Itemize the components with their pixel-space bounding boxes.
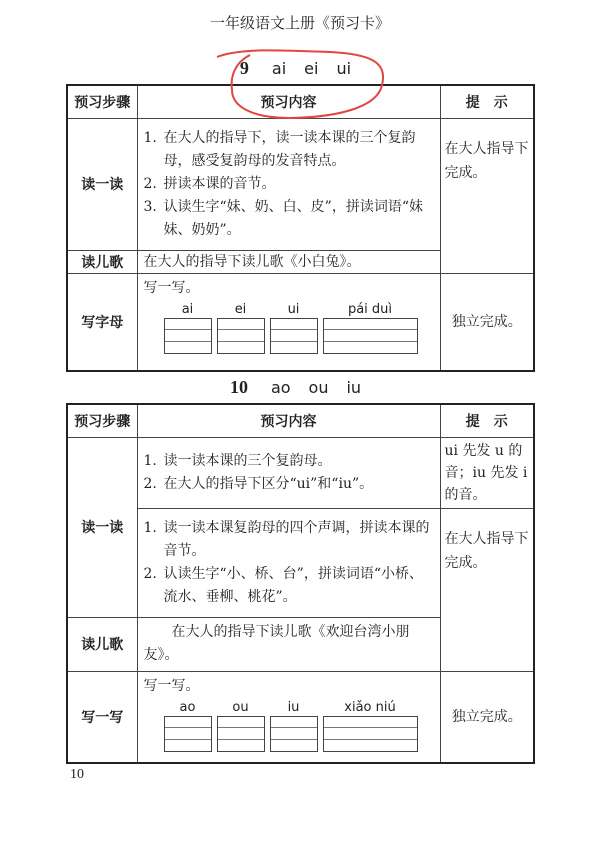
writing-grid[interactable] [164,318,212,354]
content-cell [137,118,440,250]
write-instruction: 写一写。 [143,677,200,694]
pinyin-label: ai [181,301,194,317]
item-text: 认读生字“妹、奶、白、皮”，拼读词语“妹妹、奶奶”。 [163,198,423,238]
writing-grid[interactable] [217,716,265,752]
lesson-number: 10 [229,377,248,397]
pinyin-label: ao [179,699,196,715]
content-cell [137,508,440,617]
content-cell [137,273,440,371]
writing-boxes [164,700,434,752]
pinyin-label: pái duì [347,301,393,317]
item-number: 2. [143,175,157,192]
item-number: 1. [143,452,157,469]
col-header: 提 示 [440,404,534,437]
pinyin-label: ou [232,699,249,715]
item-text: 读一读本课复韵母的四个声调，拼读本课的音节。 [163,519,430,559]
page-header: 一年级语文上册《预习卡》 [209,14,390,32]
writing-boxes [164,302,434,354]
pinyin-label: ei [234,301,247,317]
item-text: 读一读本课的三个复韵母。 [163,452,332,469]
step-label: 读一读 [67,437,137,617]
hint-cell: 独立完成。 [440,273,534,371]
item-number: 2. [143,475,157,492]
sound: ei [304,59,319,78]
hint-cell: 独立完成。 [440,671,534,763]
col-header: 预习内容 [137,404,440,437]
item-number: 2. [143,565,157,582]
col-header: 预习步骤 [67,404,137,437]
item-number: 1. [143,129,157,146]
write-instruction: 写一写。 [143,279,200,296]
lesson-9-title [0,58,600,79]
pinyin-label: ui [287,301,300,317]
sound: ui [336,59,352,78]
sound: iu [346,378,362,397]
col-header: 提 示 [440,85,534,118]
lesson-9-table [66,84,535,372]
item-text: 在大人的指导下区分“ui”和“iu”。 [163,475,374,492]
step-label: 读儿歌 [67,250,137,273]
page-number: 10 [70,767,84,782]
item-text: 拼读本课的音节。 [163,175,276,192]
writing-grid[interactable] [270,318,318,354]
sound: ao [270,378,291,397]
item-number: 1. [143,519,157,536]
hint-cell: 在大人指导下完成。 [440,118,534,273]
hint-cell: ui 先发 u 的音；iu 先发 i 的音。 [440,437,534,508]
writing-grid[interactable] [164,716,212,752]
content-cell: 在大人的指导下读儿歌《欢迎台湾小朋友》。 [137,617,440,671]
step-label: 写字母 [67,273,137,371]
step-label: 读一读 [67,118,137,250]
item-text: 在大人的指导下，读一读本课的三个复韵母，感受复韵母的发音特点。 [163,129,416,169]
col-header: 预习步骤 [67,85,137,118]
hint-cell: 在大人指导下完成。 [440,508,534,671]
step-label: 写一写 [67,671,137,763]
pinyin-label: iu [287,699,300,715]
lesson-10-title [0,377,600,398]
content-cell [137,671,440,763]
item-text: 认读生字“小、桥、台”，拼读词语“小桥、流水、垂柳、桃花”。 [163,565,423,605]
sound: ou [308,378,329,397]
sound: ai [271,59,287,78]
item-number: 3. [143,198,157,215]
content-cell: 在大人的指导下读儿歌《小白兔》。 [137,250,440,273]
lesson-10-table [66,403,535,764]
writing-grid[interactable] [217,318,265,354]
content-cell [137,437,440,508]
lesson-number: 9 [239,58,249,78]
col-header: 预习内容 [137,85,440,118]
writing-grid[interactable] [323,716,418,752]
step-label: 读儿歌 [67,617,137,671]
writing-grid[interactable] [270,716,318,752]
writing-grid[interactable] [323,318,418,354]
pinyin-label: xiǎo niú [344,699,396,715]
